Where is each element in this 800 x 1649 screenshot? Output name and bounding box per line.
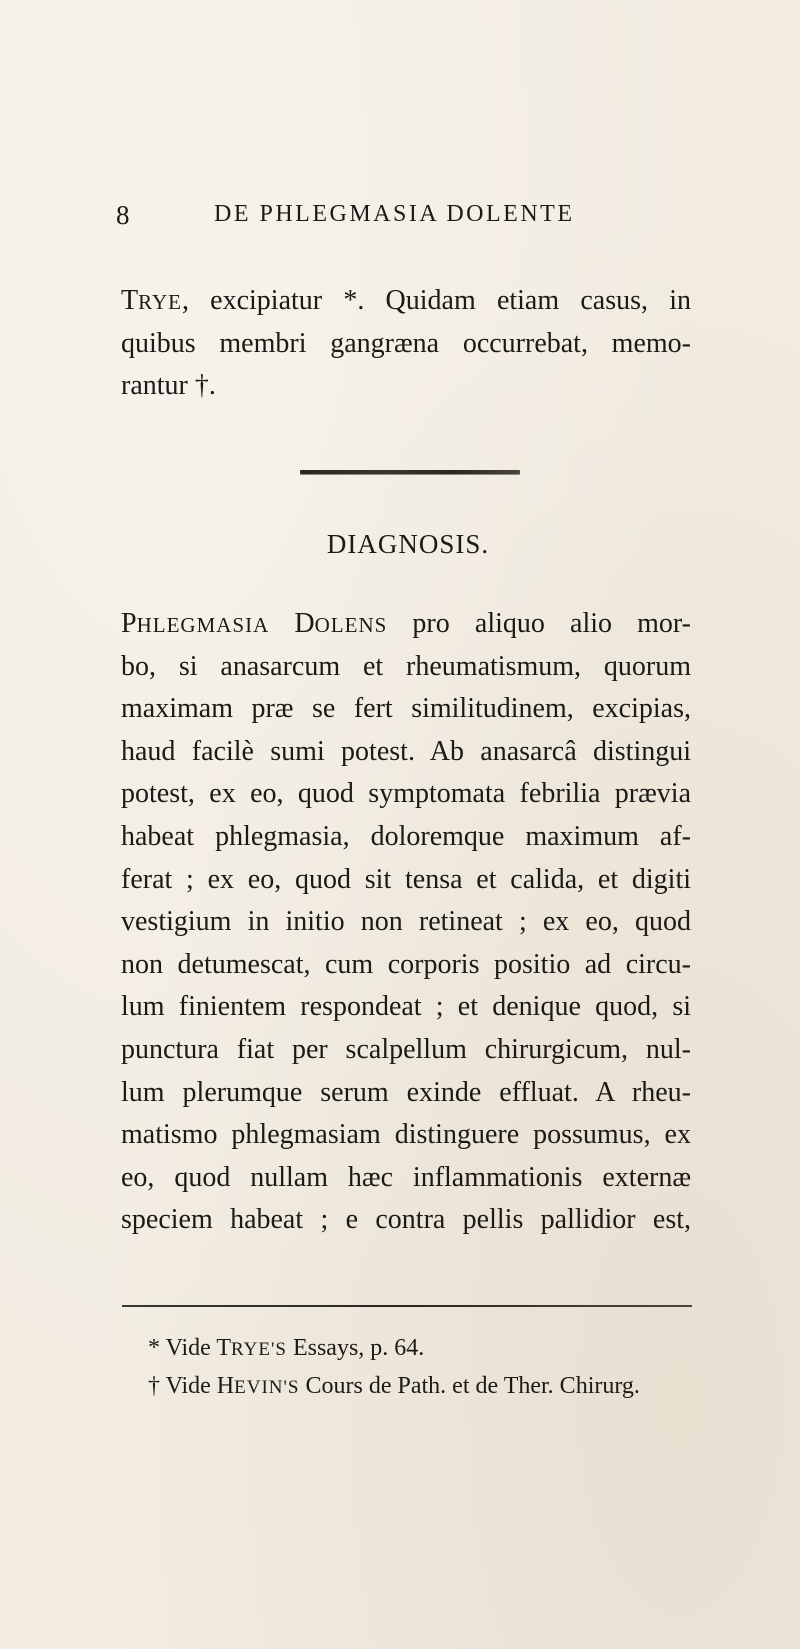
section-divider-rule: [300, 470, 520, 474]
footnote-2: [148, 1368, 708, 1406]
small-caps-initial: P: [121, 608, 137, 639]
paragraph-line: ferat ; ex eo, quod sit tensa et calida, et digiti: [121, 863, 691, 895]
paragraph-2: [121, 603, 691, 1242]
footnote-mark: † Vide: [148, 1373, 217, 1399]
paragraph-line: [121, 280, 691, 323]
small-caps-text: EVIN'S: [234, 1377, 300, 1398]
footnote-mark: * Vide: [148, 1335, 217, 1361]
paragraph-line: vestigium in initio non retineat ; ex eo, quod: [121, 906, 691, 938]
small-caps-initial: D: [294, 608, 315, 639]
paragraph-line: [121, 603, 691, 646]
footnotes: [148, 1330, 708, 1406]
page-number: 8: [116, 200, 132, 230]
section-heading: [0, 529, 800, 560]
paragraph-line: maximam præ se fert similitudinem, excipias,: [121, 693, 691, 725]
small-caps-initial: T: [216, 1335, 232, 1361]
paragraph-line: punctura fiat per scalpellum chirurgicum, nul-: [121, 1033, 691, 1065]
paragraph-line: non detumescat, cum corporis positio ad circu-: [121, 948, 691, 980]
paragraph-line: matismo phlegmasiam distinguere possumus, ex: [121, 1119, 691, 1151]
paragraph-line: quibus membri gangræna occurrebat, memo-: [121, 327, 691, 359]
footnote-text: Cours de Path. et de Ther. Chirurg.: [299, 1373, 640, 1399]
small-caps-initial: H: [216, 1373, 235, 1399]
paragraph-line: speciem habeat ; e contra pellis pallidior est,: [121, 1204, 691, 1236]
paragraph-1: [121, 280, 691, 408]
paragraph-line: rantur †.: [121, 370, 216, 402]
paragraph-line: eo, quod nullam hæc inflammationis externæ: [121, 1161, 691, 1193]
paragraph-line: habeat phlegmasia, doloremque maximum af-: [121, 820, 691, 852]
paragraph-line: lum plerumque serum exinde effluat. A rheu-: [121, 1076, 691, 1108]
paragraph-line: potest, ex eo, quod symptomata febrilia prævia: [121, 778, 691, 810]
line-text: pro aliquo alio mor-: [387, 608, 691, 639]
small-caps-text: OLENS: [314, 613, 388, 637]
running-head-title: DE PHLEGMASIA DOLENTE: [214, 201, 575, 227]
footnote-1: [148, 1330, 708, 1368]
paragraph-line: bo, si anasarcum et rheumatismum, quorum: [121, 650, 691, 682]
small-caps-text: HLEGMASIA: [136, 613, 270, 637]
small-caps-initial: T: [121, 285, 139, 316]
paragraph-line: haud facilè sumi potest. Ab anasarcâ distingui: [121, 735, 691, 767]
section-heading-text: DIAGNOSIS.: [326, 529, 490, 559]
footnote-text: Essays, p. 64.: [286, 1335, 425, 1361]
paragraph-line: lum finientem respondeat ; et denique quod, si: [121, 991, 691, 1023]
small-caps-text: RYE: [138, 290, 182, 314]
small-caps-text: RYE'S: [231, 1339, 287, 1360]
running-head: [116, 200, 688, 236]
line-text: , excipiatur *. Quidam etiam casus, in: [181, 285, 691, 316]
footnote-divider-rule: [122, 1305, 692, 1307]
